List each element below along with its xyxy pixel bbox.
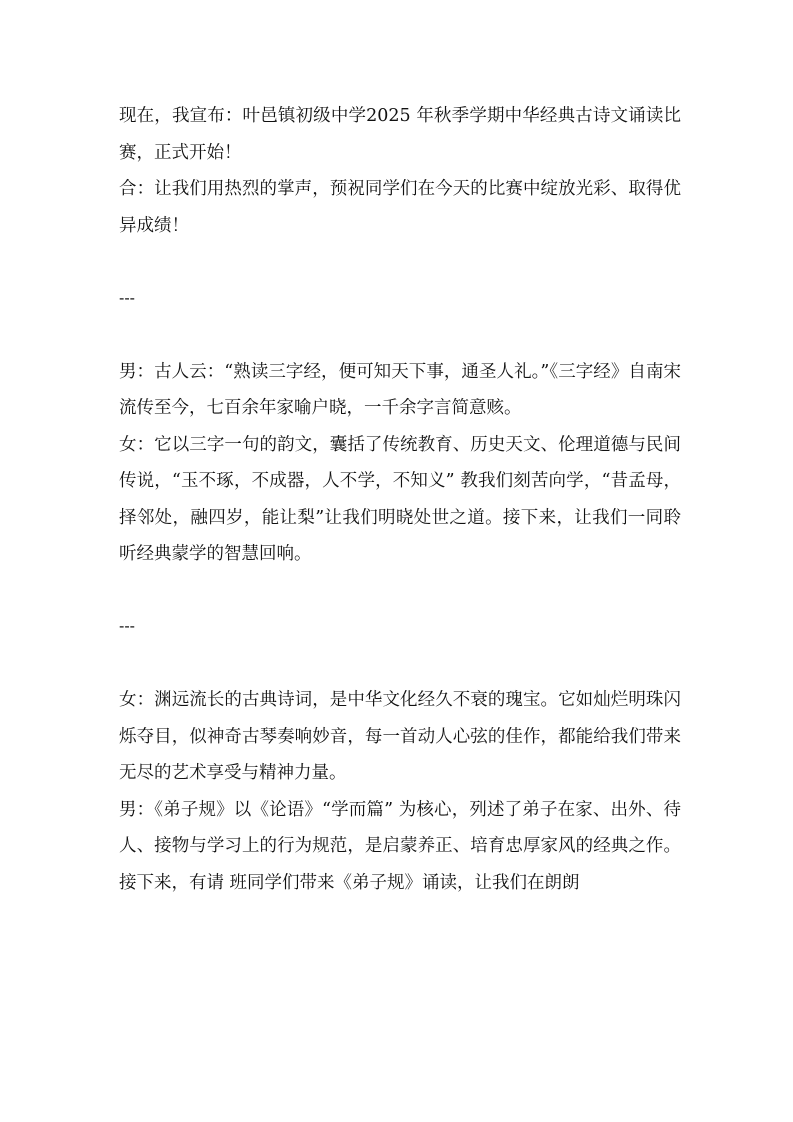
spacer xyxy=(119,646,681,683)
spacer xyxy=(119,317,681,354)
spacer xyxy=(119,244,681,281)
paragraph-together-wish: 合：让我们用热烈的掌声，预祝同学们在今天的比赛中绽放光彩、取得优异成绩！ xyxy=(119,179,681,236)
paragraph-male-sanzijing: 男：古人云：“熟读三字经，便可知天下事，通圣人礼。”《三字经》自南宋流传至今，七百余年家喻户晓，一千余字言简意赅。 xyxy=(119,361,681,418)
paragraph-female-poetry: 女：渊远流长的古典诗词，是中华文化经久不衰的瑰宝。它如灿烂明珠闪烁夺目，似神奇古琴奏响妙音，每一首动人心弦的佳作，都能给我们带来无尽的艺术享受与精神力量。 xyxy=(119,690,681,783)
section-separator-2: --- xyxy=(119,618,135,635)
document-body xyxy=(119,98,681,901)
section-separator-1: --- xyxy=(119,289,135,307)
paragraph-male-dizigui: 男：《弟子规》以《论语》“学而篇” 为核心，列述了弟子在家、出外、待人、接物与学习上的行为规范，是启蒙养正、培育忠厚家风的经典之作。接下来，有请 班同学们带来《弟子规》诵读，让我们在朗朗 xyxy=(119,799,681,893)
paragraph-opening-announcement: 现在，我宣布：叶邑镇初级中学2025 年秋季学期中华经典古诗文诵读比赛，正式开始！ xyxy=(119,106,681,163)
spacer xyxy=(119,573,681,610)
paragraph-female-sanzijing: 女：它以三字一句的韵文，囊括了传统教育、历史天文、伦理道德与民间传说，“玉不琢，不成器，人不学，不知义” 教我们刻苦向学，“昔孟母，择邻处，融四岁，能让梨”让我们明晓处世之道。接下来，让我们一同聆听经典蒙学的智慧回响。 xyxy=(119,434,681,564)
